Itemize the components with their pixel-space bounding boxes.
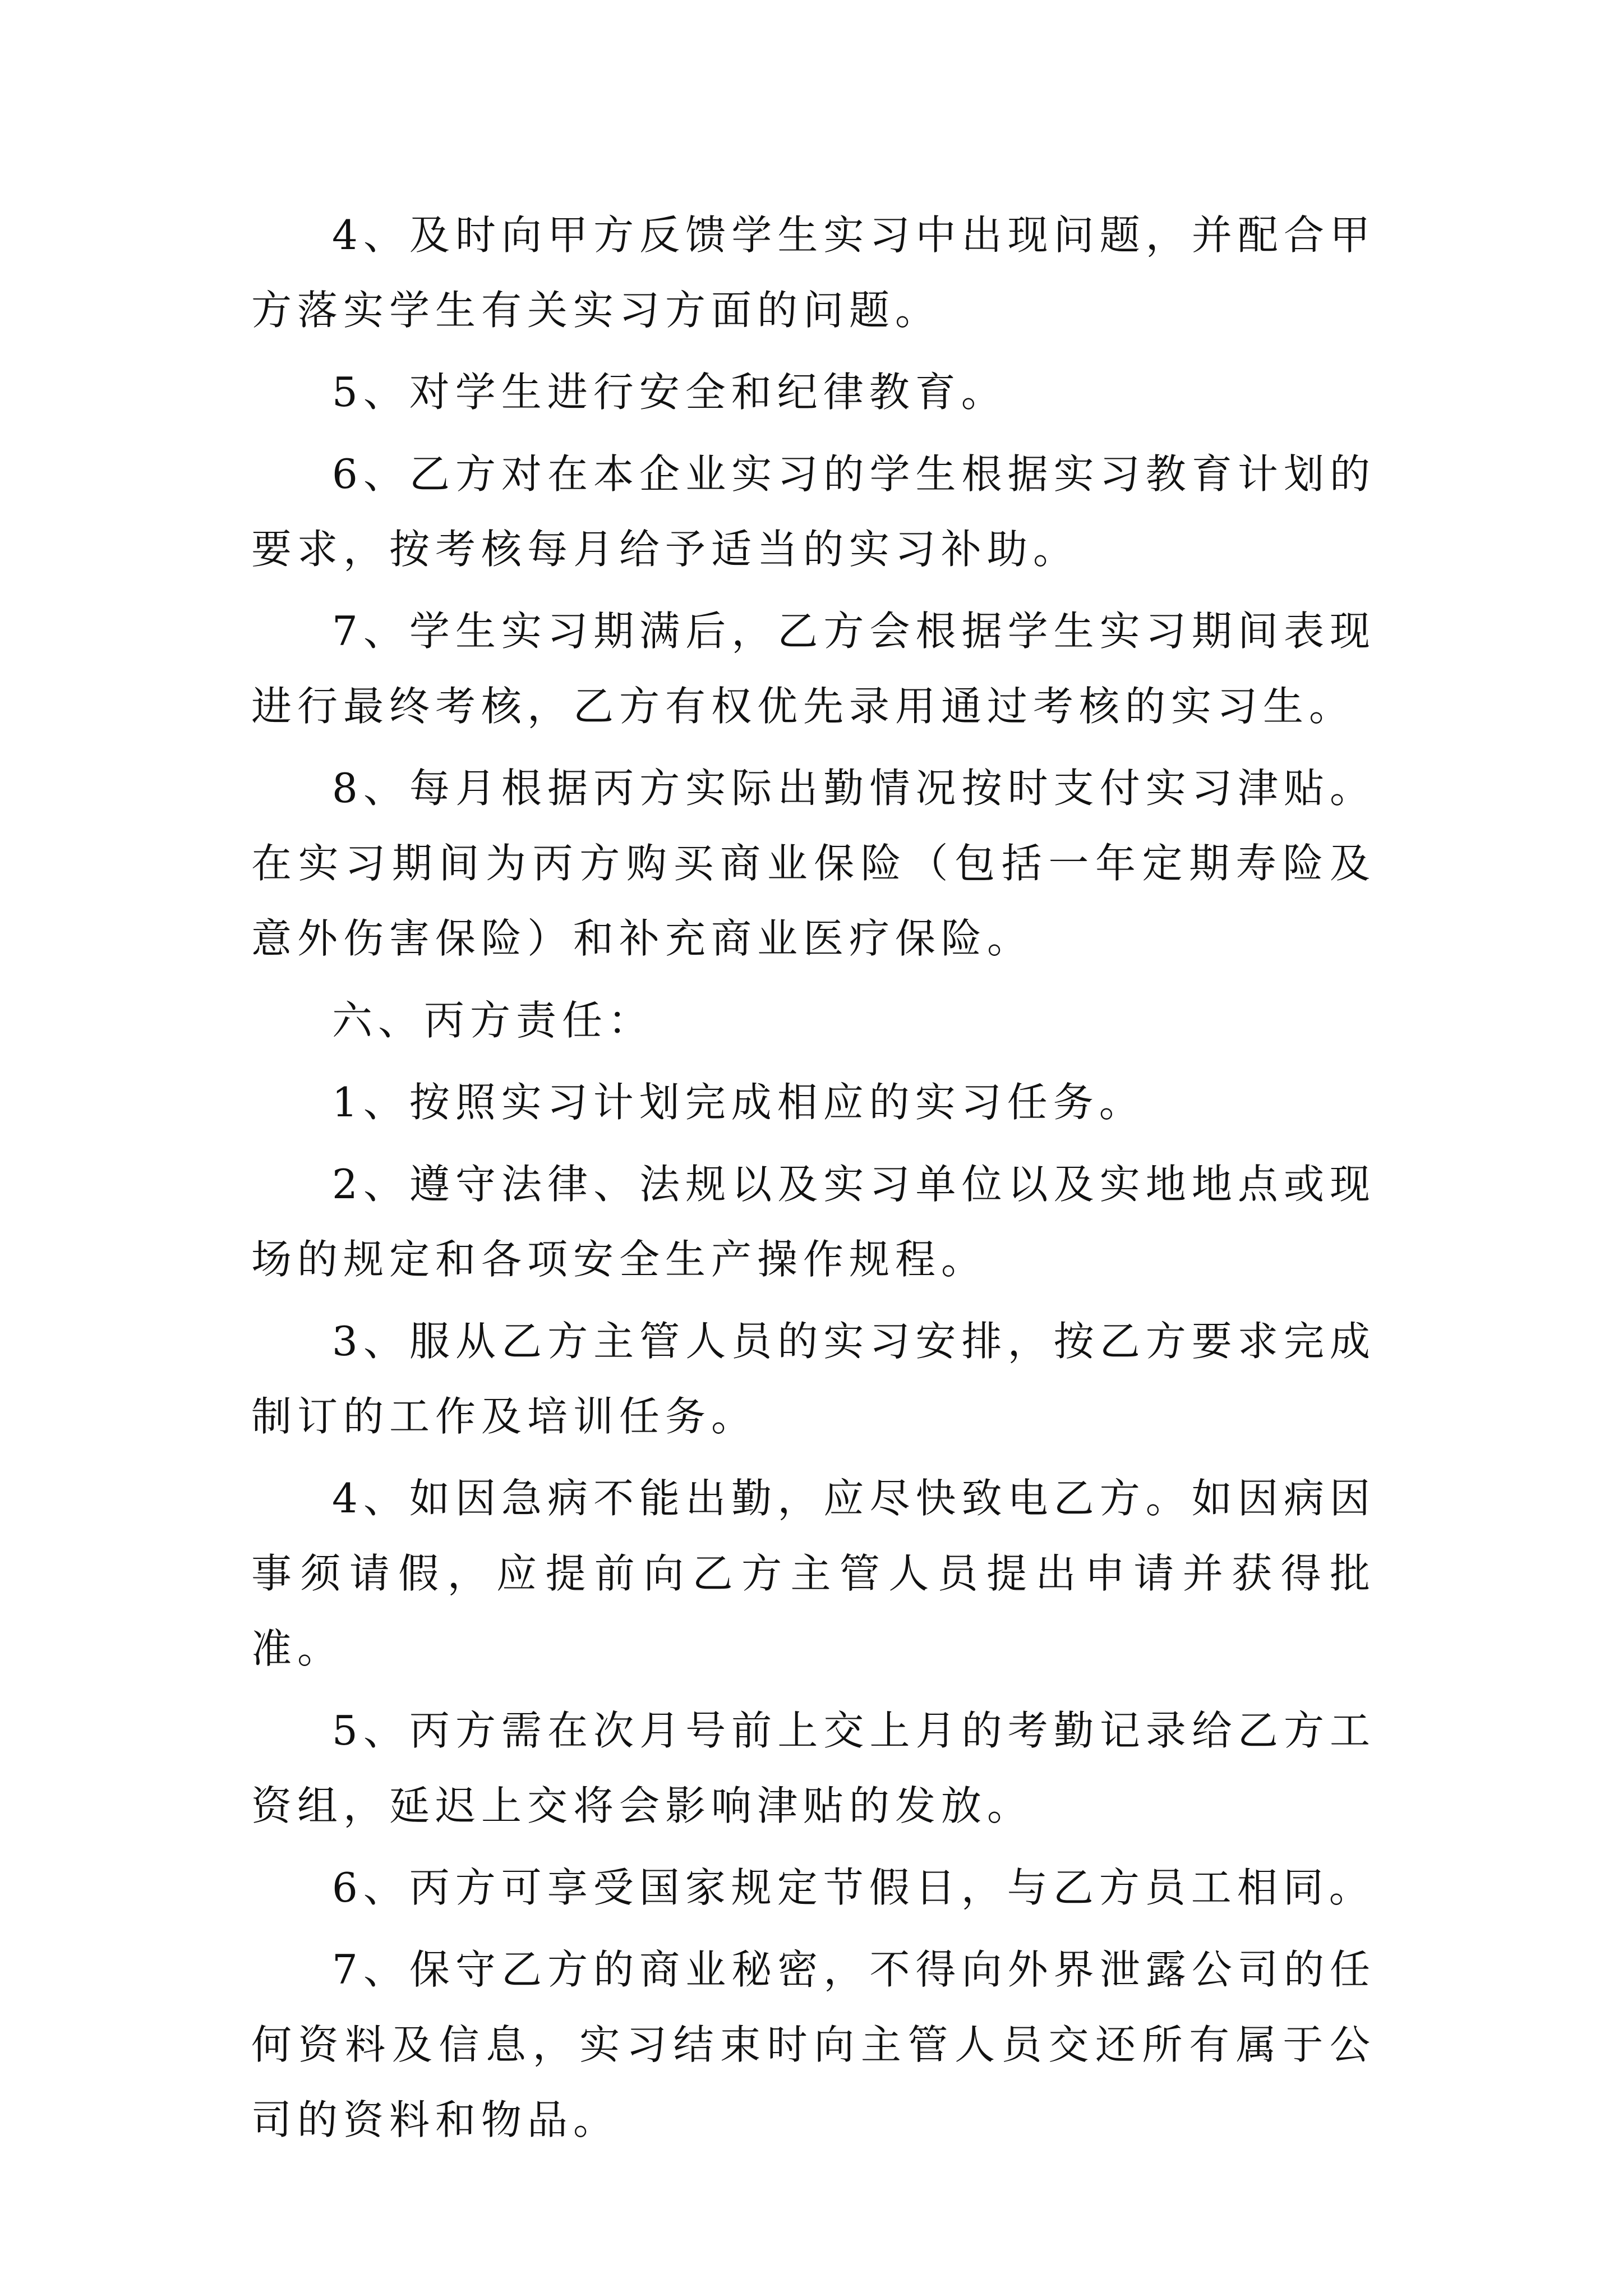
- clause-paragraph: 4、如因急病不能出勤，应尽快致电乙方。如因病因事须请假，应提前向乙方主管人员提出申请并获得批准。: [251, 1475, 1376, 1672]
- clause-paragraph: 5、对学生进行安全和纪律教育。: [332, 369, 1007, 416]
- clause-paragraph: 1、按照实习计划完成相应的实习任务。: [332, 1079, 1145, 1126]
- clause-paragraph: 2、遵守法律、法规以及实习单位以及实地地点或现场的规定和各项安全生产操作规程。: [251, 1161, 1376, 1283]
- clause-paragraph: 6、乙方对在本企业实习的学生根据实习教育计划的要求，按考核每月给予适当的实习补助。: [251, 450, 1376, 573]
- document-body: [251, 197, 1376, 2164]
- clause-paragraph: 7、保守乙方的商业秘密，不得向外界泄露公司的任何资料及信息，实习结束时向主管人员交还所有属于公司的资料和物品。: [251, 1946, 1376, 2143]
- section-heading: 六、丙方责任：: [332, 997, 654, 1044]
- clause-paragraph: 4、及时向甲方反馈学生实习中出现问题，并配合甲方落实学生有关实习方面的问题。: [251, 211, 1376, 334]
- clause-paragraph: 5、丙方需在次月号前上交上月的考勤记录给乙方工资组，延迟上交将会影响津贴的发放。: [251, 1707, 1376, 1829]
- clause-paragraph: 8、每月根据丙方实际出勤情况按时支付实习津贴。在实习期间为丙方购买商业保险（包括一年定期寿险及意外伤害保险）和补充商业医疗保险。: [251, 765, 1376, 962]
- clause-paragraph: 7、学生实习期满后，乙方会根据学生实习期间表现进行最终考核，乙方有权优先录用通过考核的实习生。: [251, 608, 1376, 730]
- clause-paragraph: 6、丙方可享受国家规定节假日，与乙方员工相同。: [332, 1864, 1375, 1911]
- clause-paragraph: 3、服从乙方主管人员的实习安排，按乙方要求完成制订的工作及培训任务。: [251, 1318, 1376, 1440]
